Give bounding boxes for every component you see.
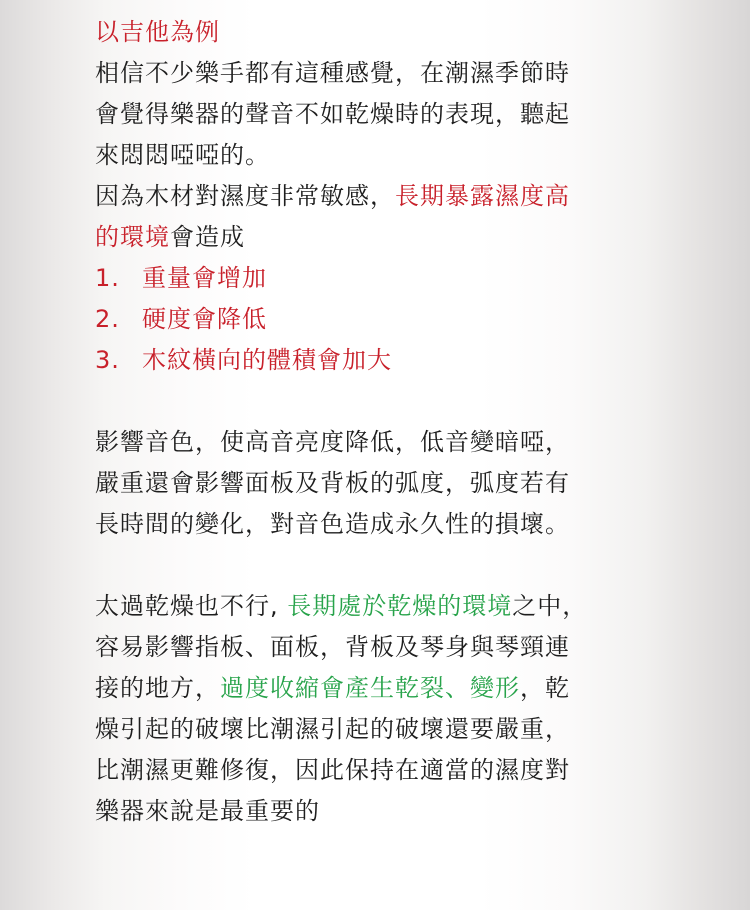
para4-line6: 樂器來說是最重要的 (95, 797, 320, 825)
para4-line3-text: 接的地方， (95, 674, 220, 702)
list-item (95, 340, 655, 381)
para2-line2-text: 會造成 (170, 223, 245, 251)
para4-line2: 容易影響指板、面板，背板及琴身與琴頸連 (95, 633, 570, 661)
para4-line3-end: ，乾 (520, 674, 570, 702)
para4-line1-highlight: 長期處於乾燥的環境 (287, 592, 513, 620)
para3-line2: 嚴重還會影響面板及背板的弧度，弧度若有 (95, 469, 570, 497)
para1-line1: 相信不少樂手都有這種感覺，在潮濕季節時 (95, 59, 570, 87)
article-body (95, 12, 655, 832)
list-item-number: 1. (95, 264, 120, 292)
list-item (95, 258, 655, 299)
para2-line2-highlight: 的環境 (95, 223, 170, 251)
spacer (95, 381, 655, 422)
para2-line1 (95, 176, 655, 217)
para4-line3-highlight: 過度收縮會產生乾裂、變形 (220, 674, 520, 702)
list-item-text: 木紋橫向的體積會加大 (142, 346, 392, 374)
para2-line1-highlight: 長期暴露濕度高 (395, 182, 570, 210)
list-item (95, 299, 655, 340)
list-item-number: 3. (95, 346, 120, 374)
para4-line5: 比潮濕更難修復，因此保持在適當的濕度對 (95, 756, 570, 784)
para4-line1-end: 之中， (512, 592, 588, 620)
list-item-number: 2. (95, 305, 120, 333)
spacer (95, 545, 655, 586)
para4-line1-text: 太過乾燥也不行, (95, 592, 288, 620)
list-item-text: 重量會增加 (142, 264, 267, 292)
heading: 以吉他為例 (95, 18, 220, 46)
para4-line1 (95, 586, 655, 627)
para4-line4: 燥引起的破壞比潮濕引起的破壞還要嚴重， (95, 715, 570, 743)
para4-line3 (95, 668, 655, 709)
list-item-text: 硬度會降低 (142, 305, 267, 333)
para3-line1: 影響音色，使高音亮度降低，低音變暗啞， (95, 428, 570, 456)
para1-line2: 會覺得樂器的聲音不如乾燥時的表現，聽起 (95, 100, 570, 128)
para2-line1-text: 因為木材對濕度非常敏感， (95, 182, 395, 210)
para2-line2 (95, 217, 655, 258)
para1-line3: 來悶悶啞啞的。 (95, 141, 270, 169)
para3-line3: 長時間的變化，對音色造成永久性的損壞。 (95, 510, 570, 538)
